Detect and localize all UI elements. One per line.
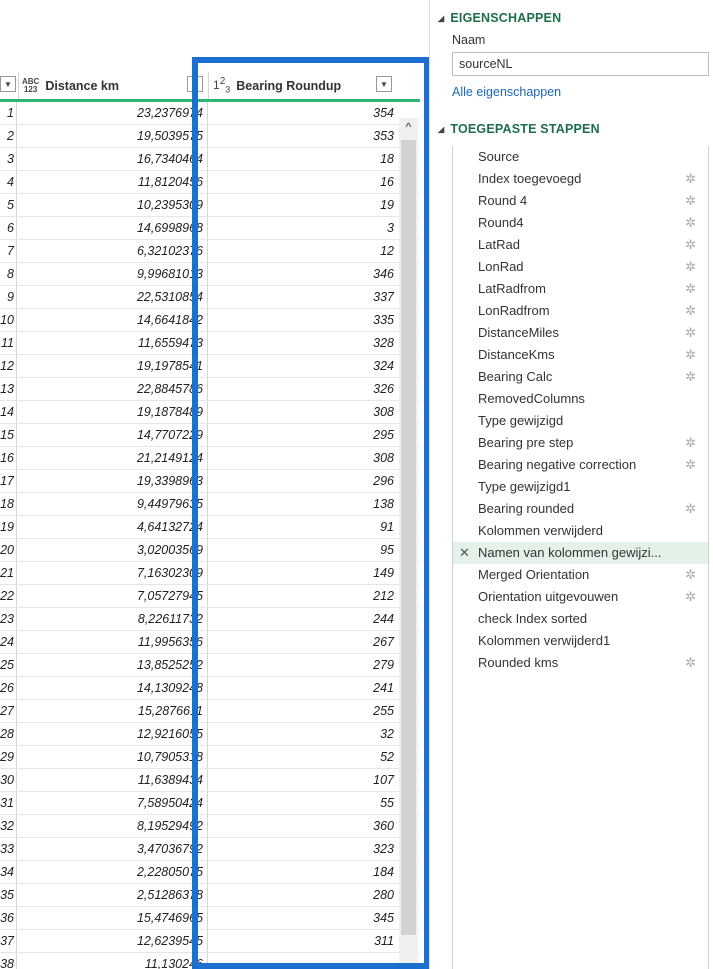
row-index-cell[interactable]: 17 <box>0 470 17 492</box>
bearing-roundup-cell[interactable]: 311 <box>374 934 394 948</box>
name-label: Naam <box>452 33 486 47</box>
bearing-roundup-cell[interactable]: 18 <box>380 152 394 166</box>
bearing-roundup-cell[interactable]: 353 <box>373 129 394 143</box>
row-index-cell[interactable]: 35 <box>0 884 17 906</box>
bearing-roundup-cell[interactable] <box>209 953 399 969</box>
table-row[interactable] <box>0 884 420 907</box>
row-index-cell[interactable]: 26 <box>0 677 17 699</box>
row-index-cell[interactable]: 30 <box>0 769 17 791</box>
row-index-cell[interactable]: 34 <box>0 861 17 883</box>
gear-icon[interactable]: ✲ <box>685 347 696 362</box>
table-row[interactable] <box>0 355 420 378</box>
row-index-cell[interactable]: 13 <box>0 378 17 400</box>
table-row[interactable] <box>0 102 420 125</box>
applied-step-item[interactable] <box>453 234 708 256</box>
distance-km-cell[interactable]: 10,7905318 <box>18 746 208 768</box>
bearing-roundup-cell[interactable]: 95 <box>380 543 394 557</box>
bearing-roundup-cell[interactable]: 354 <box>373 106 394 120</box>
column-header-distance-km[interactable] <box>18 72 209 99</box>
chevron-down-icon[interactable]: ▼ <box>187 76 203 92</box>
applied-step-label: Index toegevoegd <box>478 171 582 186</box>
distance-km-cell[interactable]: 9,44979635 <box>18 493 208 515</box>
applied-step-label: Namen van kolommen gewijzi... <box>478 545 662 560</box>
bearing-roundup-cell[interactable]: 149 <box>373 566 394 580</box>
bearing-roundup-cell[interactable]: 280 <box>373 888 394 902</box>
bearing-roundup-cell[interactable]: 184 <box>373 865 394 879</box>
bearing-roundup-cell[interactable]: 91 <box>380 520 394 534</box>
applied-step-label: Bearing Calc <box>478 369 553 384</box>
row-index-cell[interactable]: 10 <box>0 309 17 331</box>
applied-step-label: Bearing pre step <box>478 435 574 450</box>
bearing-roundup-cell[interactable]: 360 <box>373 819 394 833</box>
distance-km-cell[interactable]: 23,2376974 <box>18 102 208 124</box>
distance-km-cell[interactable]: 3,47036792 <box>18 838 208 860</box>
distance-km-cell[interactable]: 6,32102376 <box>18 240 208 262</box>
bearing-roundup-cell[interactable]: 52 <box>380 750 394 764</box>
row-index-cell[interactable]: 12 <box>0 355 17 377</box>
query-settings-panel <box>430 0 713 969</box>
distance-km-cell[interactable]: 7,05727945 <box>18 585 208 607</box>
row-index-cell[interactable]: 29 <box>0 746 17 768</box>
bearing-roundup-cell[interactable]: 295 <box>373 428 394 442</box>
distance-km-cell[interactable]: 19,5039575 <box>18 125 208 147</box>
applied-step-label: LonRadfrom <box>478 303 550 318</box>
distance-km-cell[interactable]: 11,130246 <box>18 953 208 969</box>
applied-step-item[interactable] <box>453 168 708 190</box>
bearing-roundup-cell[interactable]: 326 <box>373 382 394 396</box>
distance-km-cell[interactable]: 19,1978541 <box>18 355 208 377</box>
distance-km-cell[interactable]: 7,16302309 <box>18 562 208 584</box>
applied-step-label: LatRad <box>478 237 520 252</box>
row-index-cell[interactable]: 11 <box>0 332 17 354</box>
table-row[interactable] <box>0 217 420 240</box>
distance-km-cell[interactable]: 21,2149124 <box>18 447 208 469</box>
distance-km-cell[interactable]: 8,19529492 <box>18 815 208 837</box>
applied-step-item[interactable] <box>453 476 708 498</box>
applied-step-item[interactable] <box>453 278 708 300</box>
table-row[interactable] <box>0 401 420 424</box>
distance-km-cell[interactable]: 14,7707229 <box>18 424 208 446</box>
table-row[interactable] <box>0 447 420 470</box>
applied-steps-list <box>452 146 709 969</box>
table-row[interactable] <box>0 723 420 746</box>
table-row[interactable] <box>0 608 420 631</box>
gear-icon[interactable]: ✲ <box>685 281 696 296</box>
table-row[interactable] <box>0 424 420 447</box>
row-index-cell[interactable]: 33 <box>0 838 17 860</box>
distance-km-cell[interactable]: 16,7340464 <box>18 148 208 170</box>
row-index-cell[interactable]: 16 <box>0 447 17 469</box>
bearing-roundup-cell[interactable]: 212 <box>373 589 394 603</box>
bearing-roundup-cell[interactable]: 346 <box>373 267 394 281</box>
applied-step-item[interactable] <box>453 212 708 234</box>
applied-step-label: Merged Orientation <box>478 567 590 582</box>
distance-km-cell[interactable]: 10,2395309 <box>18 194 208 216</box>
applied-step-item[interactable] <box>453 454 708 476</box>
bearing-roundup-cell[interactable]: 335 <box>373 313 394 327</box>
row-index-cell[interactable]: 5 <box>0 194 17 216</box>
distance-km-cell[interactable]: 15,4746965 <box>18 907 208 929</box>
applied-step-label: Orientation uitgevouwen <box>478 589 619 604</box>
table-row[interactable] <box>0 746 420 769</box>
column-header-bearing-roundup[interactable] <box>209 72 399 99</box>
applied-steps-section-header[interactable] <box>438 122 600 136</box>
table-row[interactable] <box>0 263 420 286</box>
applied-step-label: RemovedColumns <box>478 391 585 406</box>
bearing-roundup-cell[interactable]: 267 <box>373 635 394 649</box>
gear-icon[interactable]: ✲ <box>685 435 696 450</box>
distance-km-cell[interactable]: 12,9216055 <box>18 723 208 745</box>
distance-km-cell[interactable]: 15,2876611 <box>18 700 208 722</box>
grid-rows <box>0 102 420 969</box>
row-index-cell[interactable]: 1 <box>0 102 17 124</box>
applied-step-item[interactable] <box>453 146 708 168</box>
table-row[interactable] <box>0 677 420 700</box>
applied-step-item[interactable] <box>453 498 708 520</box>
row-index-cell[interactable]: 2 <box>0 125 17 147</box>
table-row[interactable] <box>0 654 420 677</box>
bearing-roundup-cell[interactable]: 324 <box>373 359 394 373</box>
bearing-roundup-cell[interactable]: 32 <box>380 727 394 741</box>
table-row[interactable] <box>0 700 420 723</box>
row-index-cell[interactable]: 3 <box>0 148 17 170</box>
row-index-cell[interactable]: 20 <box>0 539 17 561</box>
properties-section-header[interactable] <box>438 11 561 25</box>
table-row[interactable] <box>0 907 420 930</box>
applied-step-item[interactable] <box>453 344 708 366</box>
distance-km-cell[interactable]: 11,8120456 <box>18 171 208 193</box>
row-index-cell[interactable]: 7 <box>0 240 17 262</box>
bearing-roundup-cell[interactable]: 255 <box>373 704 394 718</box>
table-row[interactable] <box>0 930 420 953</box>
bearing-roundup-cell[interactable]: 308 <box>373 405 394 419</box>
table-row[interactable] <box>0 194 420 217</box>
distance-km-cell[interactable]: 8,22611732 <box>18 608 208 630</box>
table-row[interactable] <box>0 562 420 585</box>
distance-km-cell[interactable]: 19,3398963 <box>18 470 208 492</box>
row-index-cell[interactable]: 14 <box>0 401 17 423</box>
table-row[interactable] <box>0 240 420 263</box>
table-row[interactable] <box>0 286 420 309</box>
bearing-roundup-cell[interactable]: 19 <box>380 198 394 212</box>
row-index-cell[interactable]: 9 <box>0 286 17 308</box>
bearing-roundup-cell[interactable]: 16 <box>380 175 394 189</box>
applied-step-item[interactable] <box>453 432 708 454</box>
applied-step-item[interactable] <box>453 388 708 410</box>
row-index-cell[interactable]: 25 <box>0 654 17 676</box>
column-header-label: Bearing Roundup <box>236 78 342 93</box>
close-icon[interactable]: ✕ <box>459 545 470 560</box>
gear-icon[interactable]: ✲ <box>685 303 696 318</box>
row-index-cell[interactable]: 4 <box>0 171 17 193</box>
triangle-icon[interactable]: ◢ <box>438 125 445 134</box>
applied-step-label: Kolommen verwijderd1 <box>478 633 611 648</box>
table-row[interactable] <box>0 332 420 355</box>
row-index-cell[interactable]: 18 <box>0 493 17 515</box>
applied-step-label: Round 4 <box>478 193 528 208</box>
applied-step-label: DistanceKms <box>478 347 555 362</box>
applied-step-item[interactable] <box>453 322 708 344</box>
table-row[interactable] <box>0 792 420 815</box>
gear-icon[interactable]: ✲ <box>685 259 696 274</box>
applied-step-item[interactable] <box>453 608 708 630</box>
applied-step-label: LonRad <box>478 259 524 274</box>
table-row[interactable] <box>0 516 420 539</box>
applied-step-label: Type gewijzigd1 <box>478 479 571 494</box>
row-index-cell[interactable]: 22 <box>0 585 17 607</box>
bearing-roundup-cell[interactable]: 107 <box>373 773 394 787</box>
chevron-down-icon[interactable]: ▼ <box>0 76 16 92</box>
gear-icon[interactable]: ✲ <box>685 501 696 516</box>
distance-km-cell[interactable]: 19,1878489 <box>18 401 208 423</box>
grid-header <box>0 72 420 102</box>
distance-km-cell[interactable]: 4,64132724 <box>18 516 208 538</box>
table-row[interactable] <box>0 953 420 969</box>
distance-km-cell[interactable]: 2,22805075 <box>18 861 208 883</box>
applied-step-label: LatRadfrom <box>478 281 546 296</box>
bearing-roundup-cell[interactable]: 308 <box>373 451 394 465</box>
table-row[interactable] <box>0 378 420 401</box>
chevron-down-icon[interactable]: ▼ <box>376 76 392 92</box>
triangle-icon[interactable]: ◢ <box>438 14 445 23</box>
distance-km-cell[interactable]: 11,9956356 <box>18 631 208 653</box>
gear-icon[interactable]: ✲ <box>685 193 696 208</box>
table-row[interactable] <box>0 493 420 516</box>
gear-icon[interactable]: ✲ <box>685 457 696 472</box>
table-row[interactable] <box>0 838 420 861</box>
distance-km-cell[interactable]: 12,6239545 <box>18 930 208 952</box>
distance-km-cell[interactable]: 11,6559473 <box>18 332 208 354</box>
distance-km-cell[interactable]: 14,6641842 <box>18 309 208 331</box>
scrollbar-thumb[interactable] <box>401 140 416 935</box>
applied-step-item[interactable] <box>453 542 708 564</box>
bearing-roundup-cell[interactable]: 279 <box>373 658 394 672</box>
bearing-roundup-cell[interactable]: 337 <box>373 290 394 304</box>
gear-icon[interactable]: ✲ <box>685 567 696 582</box>
distance-km-cell[interactable]: 11,6389434 <box>18 769 208 791</box>
applied-step-label: check Index sorted <box>478 611 588 626</box>
gear-icon[interactable]: ✲ <box>685 237 696 252</box>
bearing-roundup-cell[interactable]: 244 <box>373 612 394 626</box>
row-index-cell[interactable]: 15 <box>0 424 17 446</box>
applied-step-label: Bearing rounded <box>478 501 575 516</box>
applied-step-item[interactable] <box>453 630 708 652</box>
row-index-cell[interactable]: 28 <box>0 723 17 745</box>
row-index-cell[interactable]: 23 <box>0 608 17 630</box>
table-row[interactable] <box>0 171 420 194</box>
properties-section-title: EIGENSCHAPPEN <box>450 11 562 25</box>
applied-step-item[interactable] <box>453 256 708 278</box>
bearing-roundup-cell[interactable]: 345 <box>373 911 394 925</box>
column-header-label: Distance km <box>45 78 119 93</box>
bearing-roundup-cell[interactable]: 323 <box>373 842 394 856</box>
gear-icon[interactable]: ✲ <box>685 215 696 230</box>
table-row[interactable] <box>0 815 420 838</box>
bearing-roundup-cell[interactable]: 296 <box>373 474 394 488</box>
bearing-roundup-cell[interactable]: 3 <box>387 221 394 235</box>
row-index-cell[interactable]: 31 <box>0 792 17 814</box>
applied-steps-section-title: TOEGEPASTE STAPPEN <box>450 122 600 136</box>
applied-step-label: Round4 <box>478 215 524 230</box>
applied-step-item[interactable] <box>453 520 708 542</box>
row-index-cell[interactable]: 21 <box>0 562 17 584</box>
distance-km-cell[interactable]: 14,1309248 <box>18 677 208 699</box>
applied-step-label: Type gewijzigd <box>478 413 564 428</box>
applied-step-item[interactable] <box>453 652 708 674</box>
table-row[interactable] <box>0 539 420 562</box>
type-number-icon[interactable]: $1^2_3$ <box>213 76 231 95</box>
gear-icon[interactable]: ✲ <box>685 369 696 384</box>
bearing-roundup-cell[interactable]: 241 <box>373 681 394 695</box>
distance-km-cell[interactable]: 2,51286378 <box>18 884 208 906</box>
applied-step-label: Rounded kms <box>478 655 559 670</box>
chevron-up-icon[interactable]: ^ <box>405 120 412 134</box>
distance-km-cell[interactable]: 9,99681013 <box>18 263 208 285</box>
table-row[interactable] <box>0 470 420 493</box>
gear-icon[interactable]: ✲ <box>685 589 696 604</box>
distance-km-cell[interactable]: 14,6998968 <box>18 217 208 239</box>
row-index-cell[interactable]: 36 <box>0 907 17 929</box>
gear-icon[interactable]: ✲ <box>685 325 696 340</box>
query-name-input[interactable]: sourceNL <box>452 52 709 76</box>
row-index-cell[interactable]: 19 <box>0 516 17 538</box>
bearing-roundup-cell[interactable]: 55 <box>380 796 394 810</box>
applied-step-label: DistanceMiles <box>478 325 559 340</box>
applied-step-item[interactable] <box>453 410 708 432</box>
bearing-roundup-cell[interactable]: 328 <box>373 336 394 350</box>
table-row[interactable] <box>0 585 420 608</box>
applied-step-item[interactable] <box>453 300 708 322</box>
row-index-cell[interactable]: 24 <box>0 631 17 653</box>
row-index-cell[interactable]: 8 <box>0 263 17 285</box>
index-column-header[interactable] <box>0 72 19 99</box>
applied-step-label: Bearing negative correction <box>478 457 637 472</box>
applied-step-item[interactable] <box>453 564 708 586</box>
applied-step-item[interactable] <box>453 190 708 212</box>
gear-icon[interactable]: ✲ <box>685 171 696 186</box>
distance-km-cell[interactable]: 13,8525252 <box>18 654 208 676</box>
row-index-cell[interactable]: 37 <box>0 930 17 952</box>
bearing-roundup-cell[interactable]: 12 <box>380 244 394 258</box>
row-index-cell[interactable]: 32 <box>0 815 17 837</box>
distance-km-cell[interactable]: 22,5310854 <box>18 286 208 308</box>
table-row[interactable] <box>0 631 420 654</box>
distance-km-cell[interactable]: 3,02003569 <box>18 539 208 561</box>
table-row[interactable] <box>0 861 420 884</box>
table-row[interactable] <box>0 148 420 171</box>
distance-km-cell[interactable]: 7,58950424 <box>18 792 208 814</box>
bearing-roundup-cell[interactable]: 138 <box>373 497 394 511</box>
row-index-cell[interactable]: 38 <box>0 953 17 969</box>
applied-step-label: Source <box>478 149 520 164</box>
row-index-cell[interactable]: 27 <box>0 700 17 722</box>
gear-icon[interactable]: ✲ <box>685 655 696 670</box>
vertical-scrollbar[interactable] <box>399 118 418 969</box>
row-index-cell[interactable]: 6 <box>0 217 17 239</box>
table-row[interactable] <box>0 125 420 148</box>
type-any-icon[interactable]: ABC 123 <box>22 76 40 94</box>
applied-step-item[interactable] <box>453 366 708 388</box>
table-row[interactable] <box>0 769 420 792</box>
all-properties-link[interactable]: Alle eigenschappen <box>452 85 562 99</box>
table-row[interactable] <box>0 309 420 332</box>
applied-step-label: Kolommen verwijderd <box>478 523 603 538</box>
applied-step-item[interactable] <box>453 586 708 608</box>
data-grid <box>0 72 420 969</box>
distance-km-cell[interactable]: 22,8845786 <box>18 378 208 400</box>
